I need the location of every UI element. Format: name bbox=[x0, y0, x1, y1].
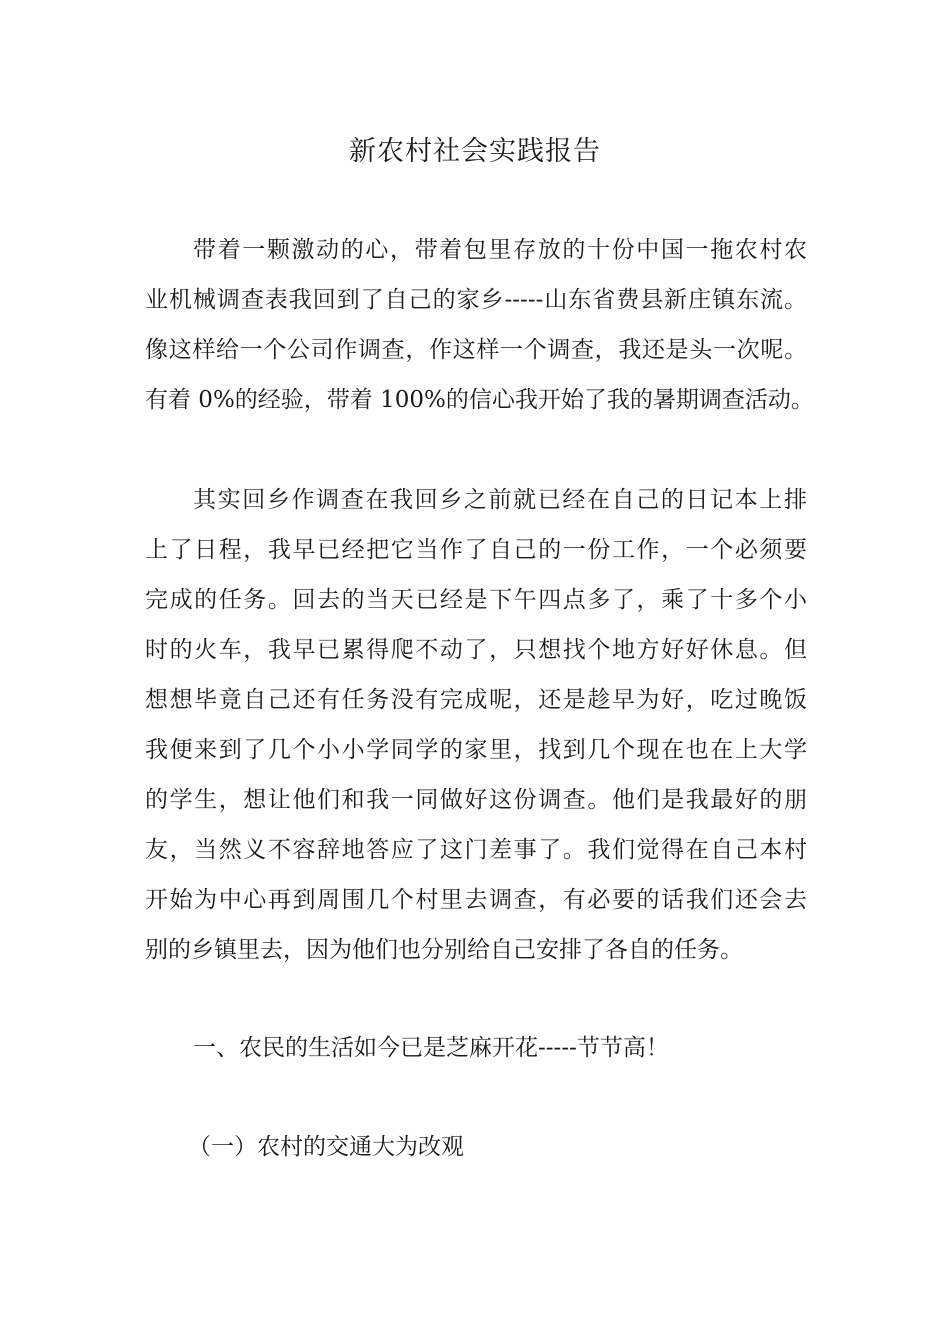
section-heading: 一、农民的生活如今已是芝麻开花-----节节高！ bbox=[193, 1035, 669, 1061]
paragraph-line: 上了日程，我早已经把它当作了自己的一份工作，一个必须要 bbox=[145, 537, 807, 563]
document-title: 新农村社会实践报告 bbox=[349, 136, 601, 167]
paragraph-line: 友，当然义不容辞地答应了这门差事了。我们觉得在自己本村 bbox=[145, 837, 807, 863]
subsection-heading: （一）农村的交通大为改观 bbox=[188, 1134, 464, 1160]
paragraph-line: 想想毕竟自己还有任务没有完成呢，还是趁早为好，吃过晚饭 bbox=[145, 687, 807, 713]
paragraph-line: 带着一颗激动的心，带着包里存放的十份中国一拖农村农 bbox=[193, 237, 807, 263]
paragraph-line: 的学生，想让他们和我一同做好这份调查。他们是我最好的朋 bbox=[145, 787, 807, 813]
paragraph-line: 别的乡镇里去，因为他们也分别给自己安排了各自的任务。 bbox=[145, 937, 743, 963]
paragraph-line: 完成的任务。回去的当天已经是下午四点多了，乘了十多个小 bbox=[145, 587, 807, 613]
paragraph-preparation bbox=[145, 475, 807, 975]
paragraph-line: 像这样给一个公司作调查，作这样一个调查，我还是头一次呢。 bbox=[145, 337, 807, 363]
paragraph-line: 时的火车，我早已累得爬不动了，只想找个地方好好休息。但 bbox=[145, 637, 807, 663]
paragraph-line: 有着 0%的经验，带着 100%的信心我开始了我的暑期调查活动。 bbox=[145, 387, 814, 413]
paragraph-line: 我便来到了几个小小学同学的家里，找到几个现在也在上大学 bbox=[145, 737, 807, 763]
paragraph-intro bbox=[145, 225, 814, 425]
paragraph-line: 其实回乡作调查在我回乡之前就已经在自己的日记本上排 bbox=[193, 487, 807, 513]
paragraph-line: 开始为中心再到周围几个村里去调查，有必要的话我们还会去 bbox=[145, 887, 807, 913]
paragraph-line: 业机械调查表我回到了自己的家乡-----山东省费县新庄镇东流。 bbox=[145, 287, 807, 313]
